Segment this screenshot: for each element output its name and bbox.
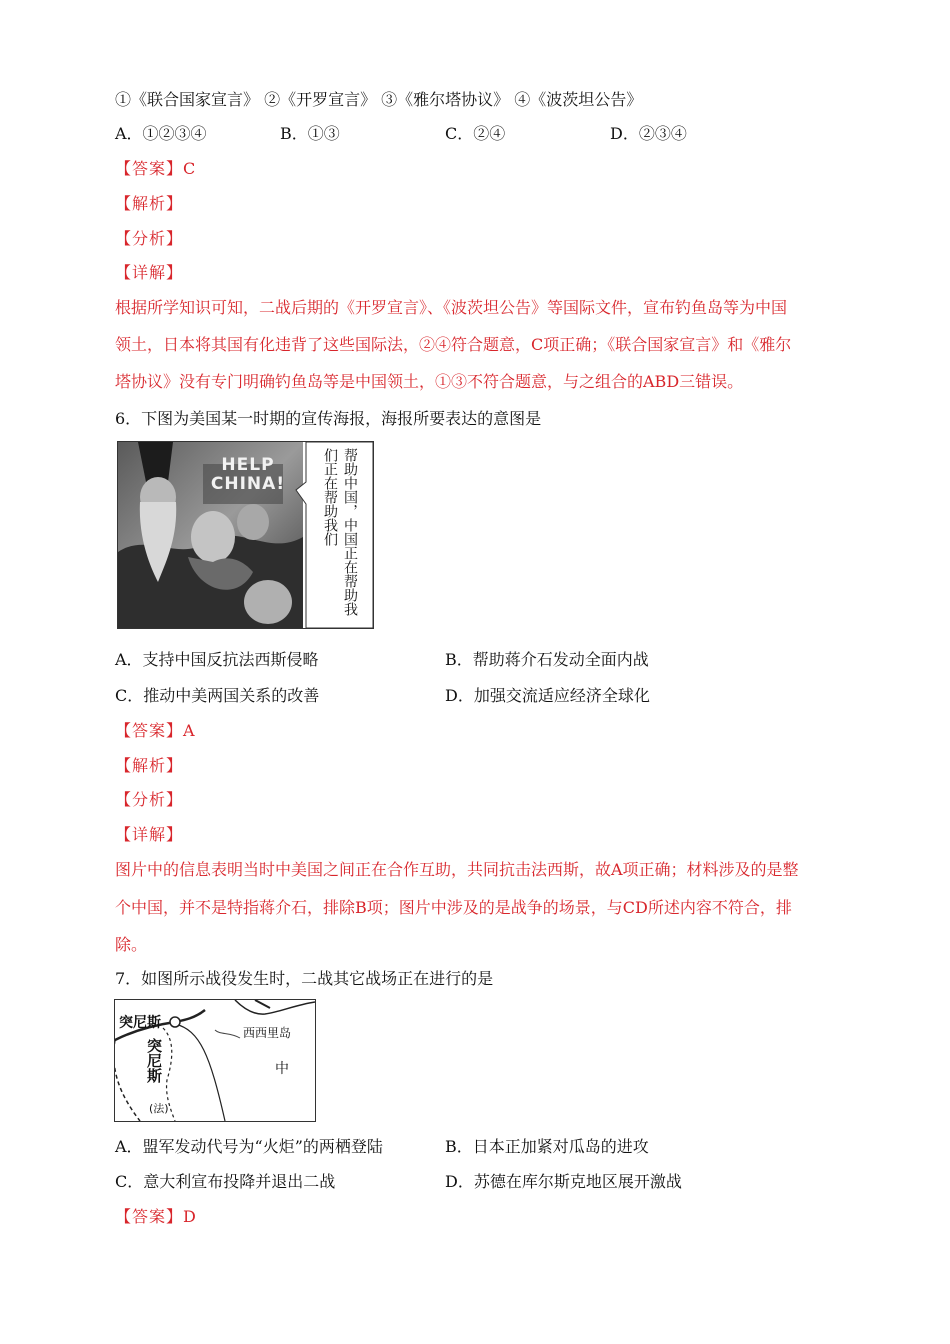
answer-tag: 【答案】: [115, 1207, 184, 1226]
q7-option-d[interactable]: D．苏德在库尔斯克地区展开激战: [445, 1172, 682, 1191]
q5-option-b[interactable]: B．①③: [280, 124, 340, 143]
q7-map-image: [114, 999, 316, 1122]
q5-option-d[interactable]: D．②③④: [610, 124, 687, 143]
q6-option-b[interactable]: B．帮助蒋介石发动全面内战: [445, 650, 649, 669]
q6-answer: [115, 720, 195, 742]
map-label-island: 西西里岛: [243, 1026, 292, 1040]
q6-explanation-line-2: 个中国，并不是特指蒋介石，排除B项；图片中涉及的是战争的场景，与CD所述内容不符合，排: [115, 898, 792, 917]
q5-fenxi-tag: 【分析】: [115, 229, 184, 248]
q5-items: ①《联合国家宣言》 ②《开罗宣言》 ③《雅尔塔协议》 ④《波茨坦公告》: [115, 90, 643, 109]
answer-value: A: [183, 721, 195, 740]
q5-option-c[interactable]: C．②④: [445, 124, 506, 143]
q5-explanation-line-2: 领土，日本将其国有化违背了这些国际法，②④符合题意，C项正确；《联合国家宣言》和《雅尔: [115, 335, 792, 354]
map-label-sea: 中: [275, 1061, 289, 1077]
q6-option-a[interactable]: A．支持中国反抗法西斯侵略: [115, 650, 319, 669]
map-label-city: 突尼斯: [119, 1015, 161, 1031]
q7-option-b[interactable]: B．日本正加紧对瓜岛的进攻: [445, 1137, 649, 1156]
q7-answer: [115, 1206, 196, 1228]
q6-explanation-line-1: 图片中的信息表明当时中美国之间正在合作互助，共同抗击法西斯，故A项正确；材料涉及的是整: [115, 860, 799, 879]
q5-answer: [115, 158, 195, 180]
q6-detail-tag: 【详解】: [115, 825, 184, 844]
q7-option-c[interactable]: C．意大利宣布投降并退出二战: [115, 1172, 336, 1191]
q5-option-a[interactable]: A．①②③④: [115, 124, 207, 143]
answer-value: C: [183, 159, 196, 178]
answer-tag: 【答案】: [115, 159, 184, 178]
q7-option-a[interactable]: A．盟军发动代号为“火炬”的两栖登陆: [115, 1137, 383, 1156]
q5-explanation-line-1: 根据所学知识可知，二战后期的《开罗宣言》、《波茨坦公告》等国际文件，宣布钓鱼岛等为中国: [115, 298, 788, 317]
map-label-country-note: (法): [149, 1102, 169, 1115]
q6-option-d[interactable]: D．加强交流适应经济全球化: [445, 686, 650, 705]
q7-stem: 7．如图所示战役发生时，二战其它战场正在进行的是: [115, 969, 494, 988]
map-label-country: 突尼斯: [145, 1038, 163, 1083]
answer-tag: 【答案】: [115, 721, 184, 740]
q6-poster-image: [117, 441, 374, 629]
poster-banner: HELP CHINA!: [210, 455, 286, 494]
q5-detail-tag: 【详解】: [115, 263, 184, 282]
answer-value: D: [183, 1207, 196, 1226]
q6-stem: 6．下图为美国某一时期的宣传海报，海报所要表达的意图是: [115, 409, 542, 428]
q6-explanation-line-3: 除。: [115, 935, 148, 954]
q5-analysis-tag: 【解析】: [115, 194, 184, 213]
q5-explanation-line-3: 塔协议》没有专门明确钓鱼岛等是中国领土，①③不符合题意，与之组合的ABD三错误。: [115, 372, 744, 391]
q6-option-c[interactable]: C．推动中美两国关系的改善: [115, 686, 320, 705]
q6-analysis-tag: 【解析】: [115, 756, 184, 775]
poster-caption-col2: 们正在帮助我们: [322, 448, 338, 546]
poster-caption-col1: 帮助中国，中国正在帮助我: [342, 448, 358, 616]
q6-fenxi-tag: 【分析】: [115, 790, 184, 809]
